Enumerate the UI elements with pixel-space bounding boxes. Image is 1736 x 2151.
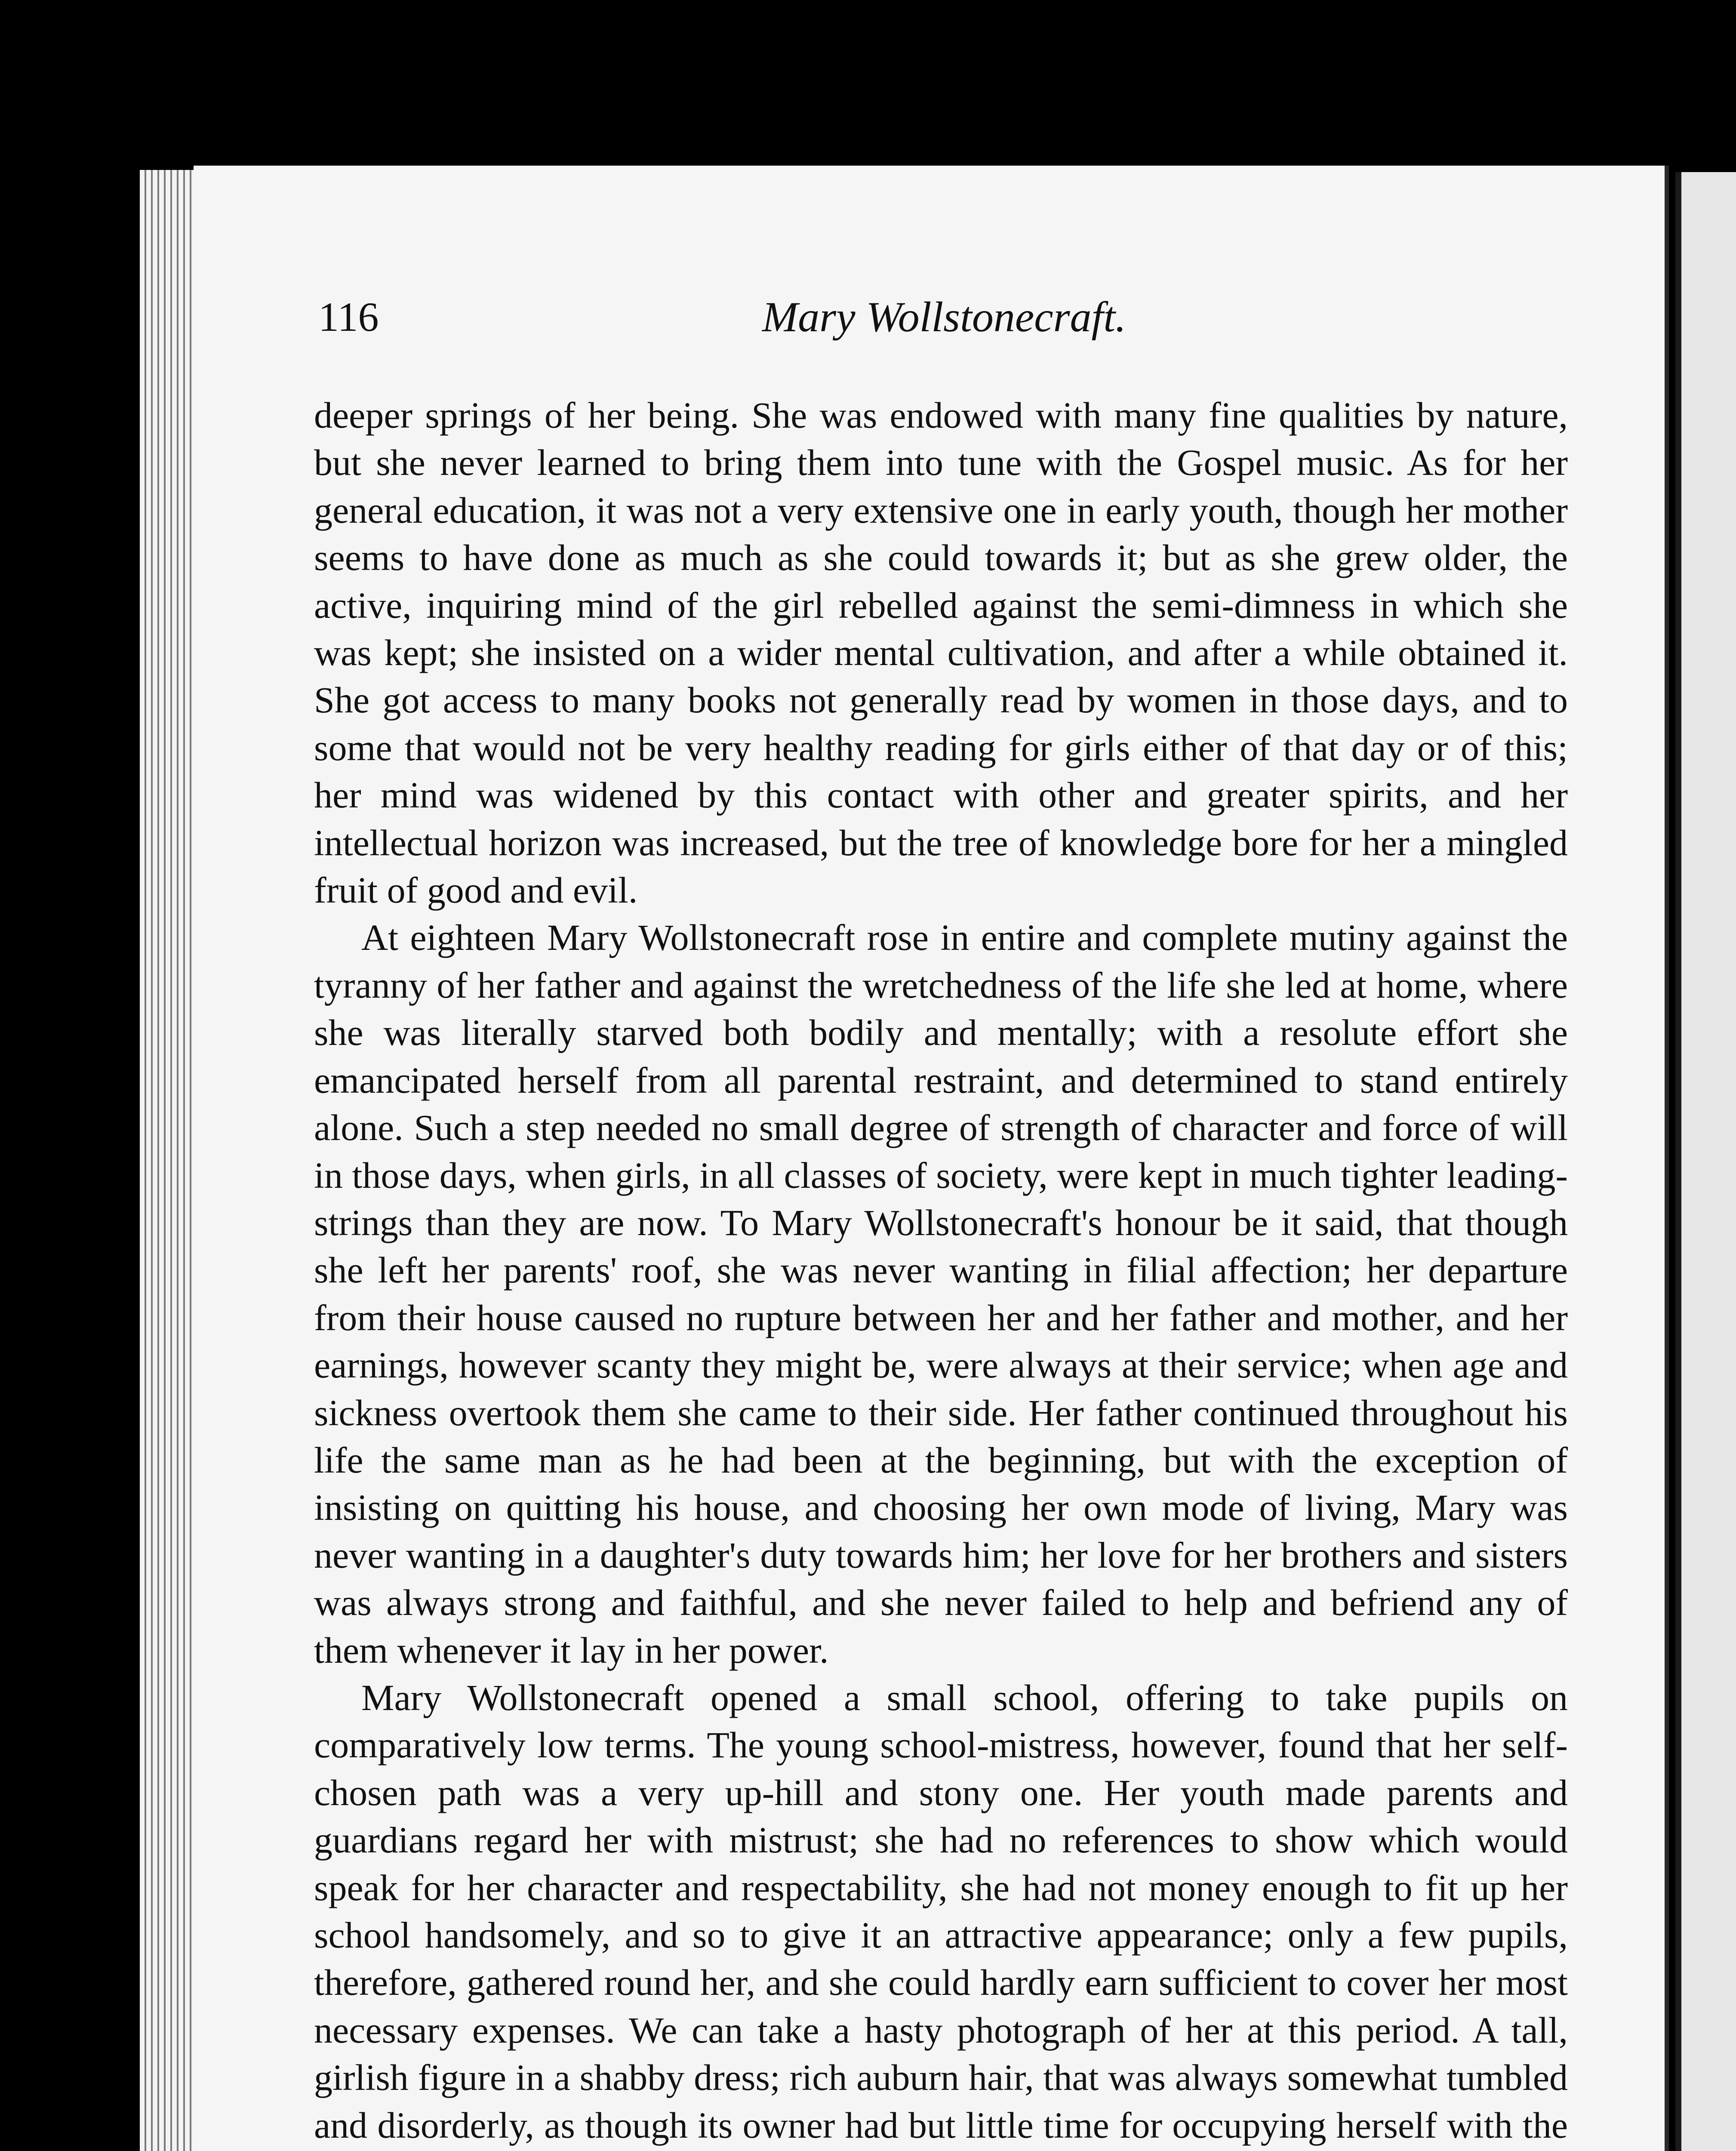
running-title: Mary Wollstonecraft. [762,293,1127,341]
paragraph-2: At eighteen Mary Wollstonecraft rose in entire and complete mutiny against the tyranny of her father and against the wretchedness of the life she led at home, where she was literally starved both bodily and mentally; with a resolute effort she emancipated herself from all parental restraint, and determined to stand entirely alone. Such a step needed no small degree of strength of character and force of will in those days, when girls, in all classes of society, were kept in much tighter leading-strings than they are now. To Mary Wollstonecraft's honour be it said, that though she left her parents' roof, she was never wanting in filial affection; her departure from their house caused no rupture between her and her father and mother, and her earnings, however scanty they might be, were always at their service; when age and sickness overtook them she came to their side. Her father continued throughout his life the same man as he had been at the beginning, but with the exception of insisting on quitting his house, and choosing her own mode of living, Mary was never wanting in a daughter's duty towards him; her love for her brothers and sisters was always strong and faithful, and she never failed to help and befriend any of them whenever it lay in her power. [314,917,1568,1671]
running-head [318,289,1570,345]
facing-page-edge [1675,172,1736,2151]
body-text [314,391,1568,2151]
book-page-edges [140,170,200,2151]
paragraph-3: Mary Wollstonecraft opened a small school, offering to take pupils on comparatively low terms. The young school-mistress, however, found that her self-chosen path was a very up-hill and stony one. Her youth made parents and guardians regard her with mistrust; she had no references to show which would speak for her character and respectability, she had not money enough to fit up her school handsomely, and so to give it an attractive appearance; only a few pupils, therefore, gathered round her, and she could hardly earn sufficient to cover her most necessary expenses. We can take a hasty photograph of her at this period. A tall, girlish figure in a shabby dress; rich auburn hair, that was always somewhat tumbled and disorderly, as though its owner had but little time for occupying herself with the [314,1676,1568,2146]
page-number: 116 [318,294,379,340]
paragraph-1: deeper springs of her being. She was endowed with many fine qualities by nature, but she never learned to bring them into tune with the Gospel music. As for her general education, it was not a very extensive one in early youth, though her mother seems to have done as much as she could towards it; but as she grew older, the active, inquiring mind of the girl rebelled against the semi-dimness in which she was kept; she insisted on a wider mental cultivation, and after a while obtained it. She got access to many books not generally read by women in those days, and to some that would not be very healthy reading for girls either of that day or of this; her mind was widened by this contact with other and greater spirits, and her intellectual horizon was increased, but the tree of knowledge bore for her a mingled fruit of good and evil. [314,394,1568,911]
